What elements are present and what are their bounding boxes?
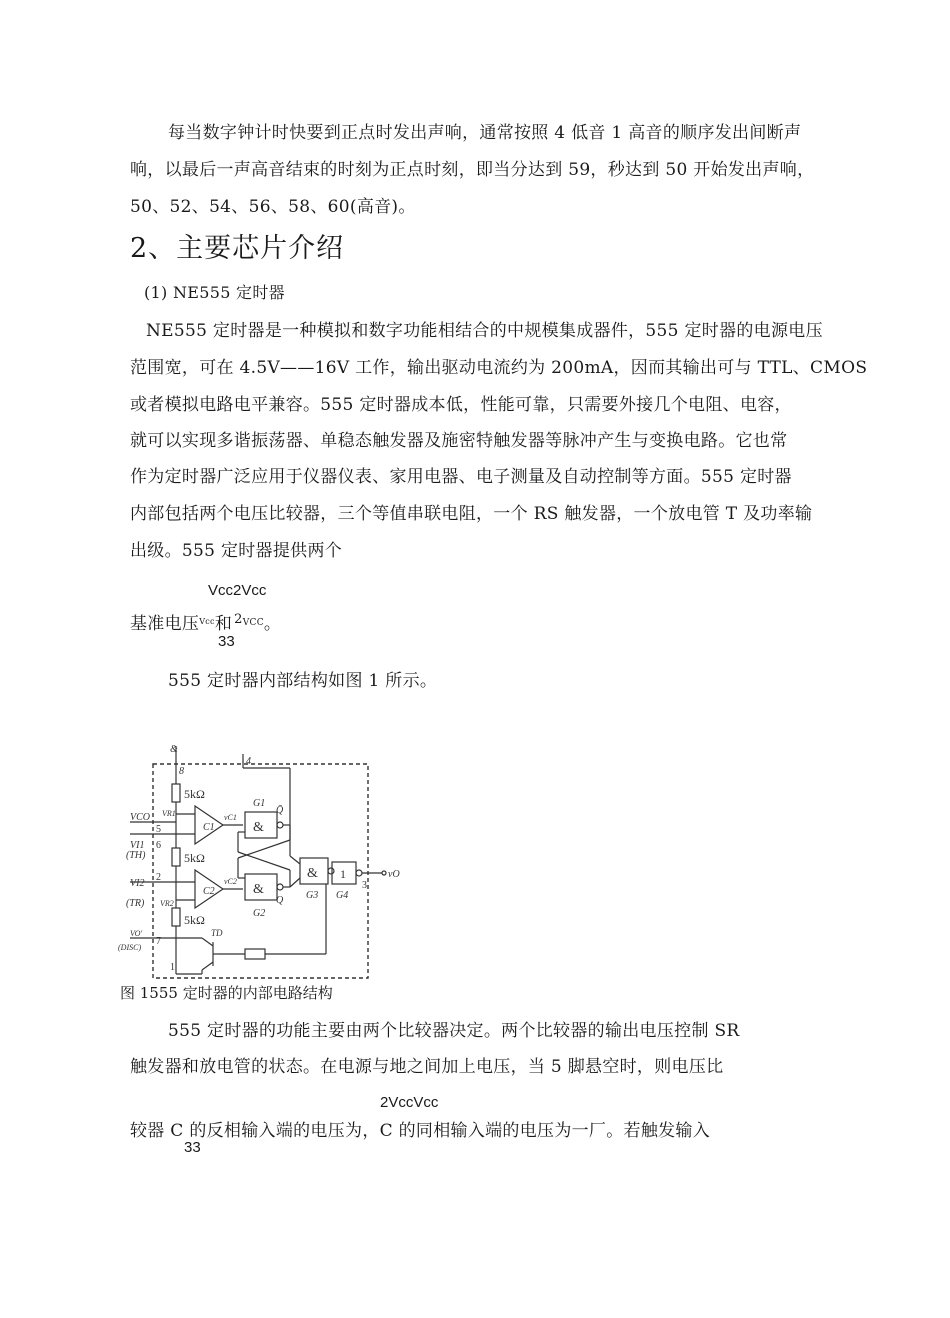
- flipflop-q: Q: [276, 895, 284, 906]
- formula1-line: [130, 609, 281, 634]
- para2-line2: 范围宽，可在 4.5V——16V 工作，输出驱动电流约为 200mA，因而其输出可与 TTL、CMOS: [130, 358, 868, 378]
- input-vo-prime: VO': [130, 929, 143, 938]
- pin-7-label: 7: [156, 936, 161, 947]
- resistor-label-2: 5kΩ: [184, 851, 205, 865]
- pin-8-label: 8: [179, 766, 184, 777]
- para2-line7: 出级。555 定时器提供两个: [130, 541, 343, 561]
- gate-g4-label: G4: [336, 890, 349, 901]
- para4-line1: 555 定时器的功能主要由两个比较器决定。两个比较器的输出电压控制 SR: [168, 1021, 740, 1041]
- gate-g3-label: G3: [306, 890, 319, 901]
- input-th: (TH): [126, 850, 146, 861]
- comparator-c1-label: C1: [203, 822, 215, 833]
- ne555-circuit-diagram: [110, 738, 410, 983]
- input-vi1: VI1: [130, 840, 145, 851]
- pin-2-label: 2: [156, 872, 161, 883]
- para1-line1: 每当数字钟计时快要到正点时发出声响，通常按照 4 低音 1 高音的顺序发出间断声: [168, 123, 802, 143]
- formula1-two: 2: [234, 612, 243, 627]
- gate-g2-label: G2: [253, 908, 266, 919]
- formula1-and: 和: [214, 614, 233, 634]
- figure-caption: 图 1555 定时器的内部电路结构: [120, 984, 333, 1002]
- formula1-vcc: Vcc: [199, 617, 215, 626]
- subheading: (1) NE555 定时器: [144, 283, 285, 302]
- input-vi2: VI2: [130, 878, 145, 889]
- pin-6-label: 6: [156, 840, 161, 851]
- para1-line3: 50、52、54、56、58、60(高音)。: [130, 197, 416, 217]
- pin-4-label: 4: [246, 756, 251, 767]
- output-vo: vO: [388, 869, 400, 880]
- formula1-numerators: Vcc2Vcc: [208, 582, 267, 599]
- flipflop-qbar: Q̄: [276, 805, 284, 816]
- input-vco: VCO: [130, 812, 150, 823]
- resistor-label-1: 5kΩ: [184, 787, 205, 801]
- comparator-c1-output: vC1: [224, 813, 237, 822]
- resistor-label-3: 5kΩ: [184, 913, 205, 927]
- gate-g1-label: G1: [253, 798, 266, 809]
- para4-line2: 触发器和放电管的状态。在电源与地之间加上电压，当 5 脚悬空时，则电压比: [130, 1057, 724, 1077]
- pin-3-label: 3: [362, 880, 367, 891]
- formula1-denominators: 33: [218, 633, 235, 650]
- comparator-c2-output: vC2: [224, 877, 237, 886]
- gate-g2-symbol: &: [253, 882, 264, 897]
- supply-symbol: &: [170, 744, 178, 755]
- formula1-vcc2: VCC: [242, 618, 264, 628]
- para3: 555 定时器内部结构如图 1 所示。: [168, 671, 438, 691]
- formula2-denominators: 33: [184, 1139, 201, 1156]
- para2-line4: 就可以实现多谐振荡器、单稳态触发器及施密特触发器等脉冲产生与变换电路。它也常: [130, 431, 788, 451]
- input-vr1: VR1: [162, 809, 176, 818]
- input-vr2: VR2: [160, 899, 174, 908]
- para2-line1: NE555 定时器是一种模拟和数字功能相结合的中规模集成器件，555 定时器的电源电压: [146, 321, 823, 341]
- formula1-text: 基准电压: [130, 614, 200, 634]
- para1-line2: 响，以最后一声高音结束的时刻为正点时刻，即当分达到 59，秒达到 50 开始发出声响，: [130, 160, 815, 180]
- section-heading: 2、主要芯片介绍: [130, 233, 345, 264]
- gate-g1-symbol: &: [253, 820, 264, 835]
- pin-5-label: 5: [156, 824, 161, 835]
- formula1-end: 。: [263, 614, 282, 634]
- para2-line5: 作为定时器广泛应用于仪器仪表、家用电器、电子测量及自动控制等方面。555 定时器: [130, 467, 792, 487]
- formula2-numerators: 2VccVcc: [380, 1094, 439, 1111]
- gate-g4-symbol: 1: [340, 867, 346, 881]
- comparator-c2-label: C2: [203, 886, 215, 897]
- input-disc: (DISC): [118, 943, 142, 952]
- gate-g3-symbol: &: [307, 866, 318, 881]
- pin-1-label: 1: [170, 962, 175, 973]
- para2-line3: 或者模拟电路电平兼容。555 定时器成本低，性能可靠，只需要外接几个电阻、电容，: [130, 395, 792, 415]
- para2-line6: 内部包括两个电压比较器，三个等值串联电阻，一个 RS 触发器，一个放电管 T 及功率输: [130, 504, 813, 524]
- formula2-line: 较器 C 的反相输入端的电压为，C 的同相输入端的电压为一厂。若触发输入: [130, 1121, 711, 1141]
- transistor-td-label: TD: [211, 928, 223, 938]
- input-tr: (TR): [126, 898, 145, 909]
